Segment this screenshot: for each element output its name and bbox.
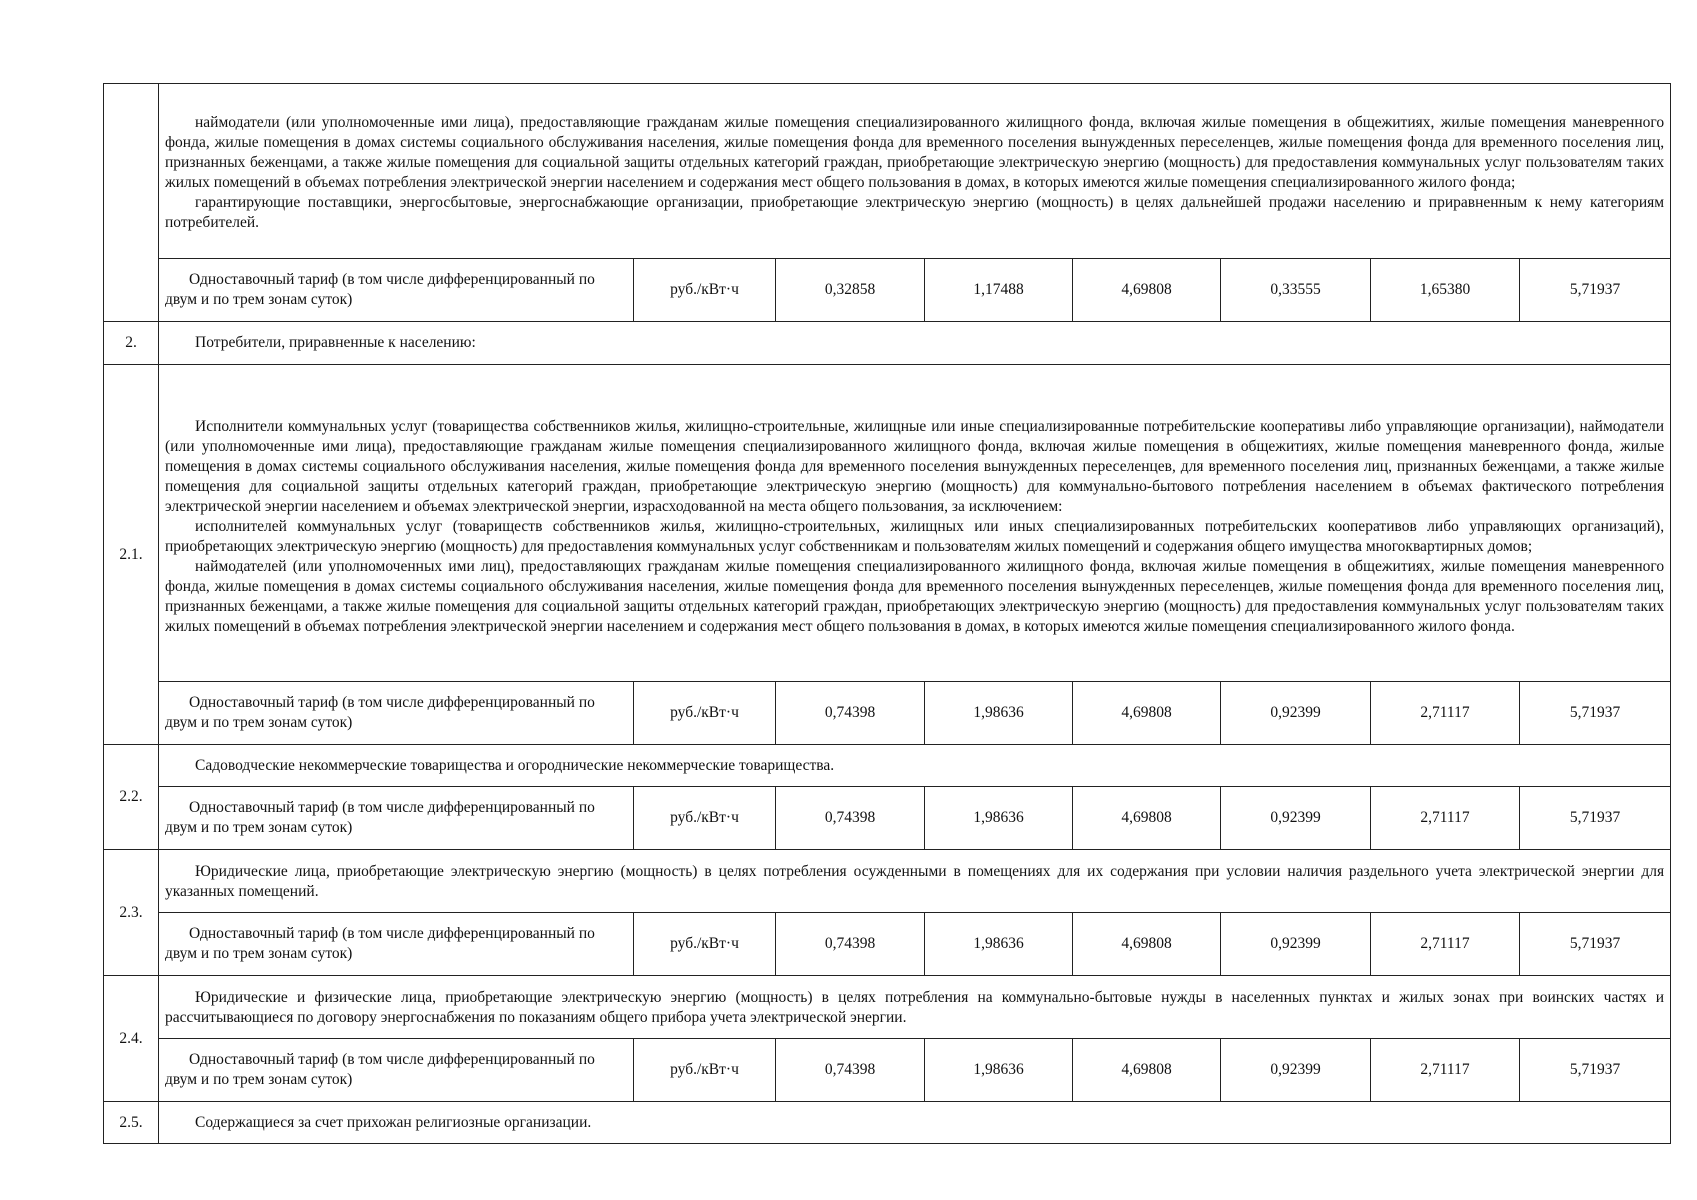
tariff-value: 0,74398 xyxy=(776,913,925,976)
tariff-value: 2,71117 xyxy=(1371,1039,1520,1102)
row-number: 2. xyxy=(104,322,159,365)
section-2-5-row xyxy=(104,1102,1671,1144)
tariff-row xyxy=(104,1039,1671,1102)
section-description: Садоводческие некоммерческие товарищества и огороднические некоммерческие товарищества. xyxy=(159,745,1671,787)
tariff-value: 0,32858 xyxy=(776,259,925,322)
tariff-value: 1,98636 xyxy=(925,787,1073,850)
paragraph: Юридические лица, приобретающие электрическую энергию (мощность) в целях потребления осужденными в помещениях для их содержания при условии наличия раздельного учета электрической энергии для указанных помещений. xyxy=(165,863,1665,900)
top-description xyxy=(159,84,1671,259)
tariff-value: 5,71937 xyxy=(1520,1039,1671,1102)
row-number: 2.5. xyxy=(104,1102,159,1144)
tariff-label: Одноставочный тариф (в том числе дифференцированный по двум и по трем зонам суток) xyxy=(159,787,634,850)
section-description: Содержащиеся за счет прихожан религиозные организации. xyxy=(159,1102,1671,1144)
tariff-value: 4,69808 xyxy=(1073,787,1221,850)
tariff-value: 2,71117 xyxy=(1371,787,1520,850)
tariff-row xyxy=(104,682,1671,745)
row-number: 2.2. xyxy=(104,745,159,850)
row-number: 2.3. xyxy=(104,850,159,976)
section-description xyxy=(159,976,1671,1039)
tariff-value: 4,69808 xyxy=(1073,913,1221,976)
tariff-row xyxy=(104,259,1671,322)
tariff-value: 2,71117 xyxy=(1371,682,1520,745)
tariff-value: 0,33555 xyxy=(1221,259,1371,322)
tariff-unit: руб./кВт·ч xyxy=(634,259,776,322)
tariff-value: 1,98636 xyxy=(925,1039,1073,1102)
paragraph: Исполнители коммунальных услуг (товарищества собственников жилья, жилищно-строительные, жилищные или иные специализированные потребительские кооперативы либо управляющие организации), наймодатели (или уполномоченные ими лица), предоставляющие гражданам жилые помещения специализированного жилищного фонда, включая жилые помещения в общежитиях, жилые помещения маневренного фонда, жилые помещения в домах системы социального обслуживания населения, жилые помещения фонда для временного поселения вынужденных переселенцев, для временного поселения лиц, признанных беженцами, а также жилые помещения для социальной защиты отдельных категорий граждан, приобретающие электрическую энергию (мощность) для коммунально-бытового потребления населением в объемах фактического потребления электрической энергии населением и объемах электрической энергии, израсходованной на места общего пользования, за исключением: xyxy=(165,418,1665,515)
section-2-4-description-row xyxy=(104,976,1671,1039)
tariff-row xyxy=(104,787,1671,850)
section-2-2-description-row xyxy=(104,745,1671,787)
section-description xyxy=(159,850,1671,913)
tariff-value: 0,74398 xyxy=(776,1039,925,1102)
tariff-unit: руб./кВт·ч xyxy=(634,787,776,850)
tariff-value: 0,74398 xyxy=(776,682,925,745)
tariff-value: 0,92399 xyxy=(1221,1039,1371,1102)
tariff-value: 5,71937 xyxy=(1520,787,1671,850)
section-heading: Потребители, приравненные к населению: xyxy=(159,322,1671,365)
tariff-table xyxy=(103,83,1671,1144)
tariff-value: 0,92399 xyxy=(1221,682,1371,745)
paragraph: наймодателей (или уполномоченных ими лиц), предоставляющих гражданам жилые помещения специализированного жилищного фонда, включая жилые помещения в общежитиях, жилые помещения маневренного фонда, жилые помещения в домах системы социального обслуживания населения, жилые помещения фонда для временного поселения вынужденных переселенцев, жилые помещения фонда для временного поселения лиц, признанных беженцами, а также жилые помещения для социальной защиты отдельных категорий граждан, приобретающих электрическую энергию (мощность) для предоставления коммунальных услуг пользователям таких жилых помещений в объемах потребления электрической энергии населением и содержания мест общего пользования в домах, в которых имеются жилые помещения специализированного жилого фонда. xyxy=(165,558,1665,635)
tariff-value: 1,98636 xyxy=(925,913,1073,976)
tariff-value: 5,71937 xyxy=(1520,682,1671,745)
section-2-row xyxy=(104,322,1671,365)
tariff-label: Одноставочный тариф (в том числе дифференцированный по двум и по трем зонам суток) xyxy=(159,913,634,976)
tariff-value: 1,98636 xyxy=(925,682,1073,745)
row-number: 2.1. xyxy=(104,365,159,745)
row-number-empty xyxy=(104,84,159,322)
tariff-value: 4,69808 xyxy=(1073,682,1221,745)
tariff-label: Одноставочный тариф (в том числе дифференцированный по двум и по трем зонам суток) xyxy=(159,682,634,745)
tariff-value: 2,71117 xyxy=(1371,913,1520,976)
section-description xyxy=(159,365,1671,682)
tariff-value: 1,17488 xyxy=(925,259,1073,322)
row-number: 2.4. xyxy=(104,976,159,1102)
tariff-value: 4,69808 xyxy=(1073,1039,1221,1102)
tariff-unit: руб./кВт·ч xyxy=(634,682,776,745)
tariff-value: 1,65380 xyxy=(1371,259,1520,322)
tariff-label: Одноставочный тариф (в том числе дифференцированный по двум и по трем зонам суток) xyxy=(159,259,634,322)
tariff-label: Одноставочный тариф (в том числе дифференцированный по двум и по трем зонам суток) xyxy=(159,1039,634,1102)
top-description-row xyxy=(104,84,1671,259)
tariff-value: 0,92399 xyxy=(1221,913,1371,976)
tariff-unit: руб./кВт·ч xyxy=(634,1039,776,1102)
paragraph: наймодатели (или уполномоченные ими лица), предоставляющие гражданам жилые помещения специализированного жилищного фонда, включая жилые помещения в общежитиях, жилые помещения маневренного фонда, жилые помещения в домах системы социального обслуживания населения, жилые помещения фонда для временного поселения вынужденных переселенцев, жилые помещения фонда для временного поселения лиц, признанных беженцами, а также жилые помещения для социальной защиты отдельных категорий граждан, приобретающие электрическую энергию (мощность) для предоставления коммунальных услуг пользователям таких жилых помещений в объемах потребления электрической энергии населением и содержания мест общего пользования в домах, в которых имеются жилые помещения специализированного жилого фонда; xyxy=(165,114,1665,191)
tariff-value: 5,71937 xyxy=(1520,259,1671,322)
tariff-row xyxy=(104,913,1671,976)
paragraph: гарантирующие поставщики, энергосбытовые, энергоснабжающие организации, приобретающие электрическую энергию (мощность) в целях дальнейшей продажи населению и приравненным к нему категориям потребителей. xyxy=(165,194,1665,231)
tariff-value: 5,71937 xyxy=(1520,913,1671,976)
section-2-1-description-row xyxy=(104,365,1671,682)
paragraph: исполнителей коммунальных услуг (товариществ собственников жилья, жилищно-строительных, жилищных или иных специализированных потребительских кооперативов либо управляющих организаций), приобретающих электрическую энергию (мощность) для предоставления коммунальных услуг собственникам и пользователям жилых помещений и содержания общего имущества многоквартирных домов; xyxy=(165,518,1665,555)
tariff-value: 0,92399 xyxy=(1221,787,1371,850)
tariff-value: 4,69808 xyxy=(1073,259,1221,322)
tariff-unit: руб./кВт·ч xyxy=(634,913,776,976)
tariff-value: 0,74398 xyxy=(776,787,925,850)
section-2-3-description-row xyxy=(104,850,1671,913)
paragraph: Юридические и физические лица, приобретающие электрическую энергию (мощность) в целях потребления на коммунально-бытовые нужды в населенных пунктах и жилых зонах при воинских частях и рассчитывающиеся по договору энергоснабжения по показаниям общего прибора учета электрической энергии. xyxy=(165,989,1665,1026)
